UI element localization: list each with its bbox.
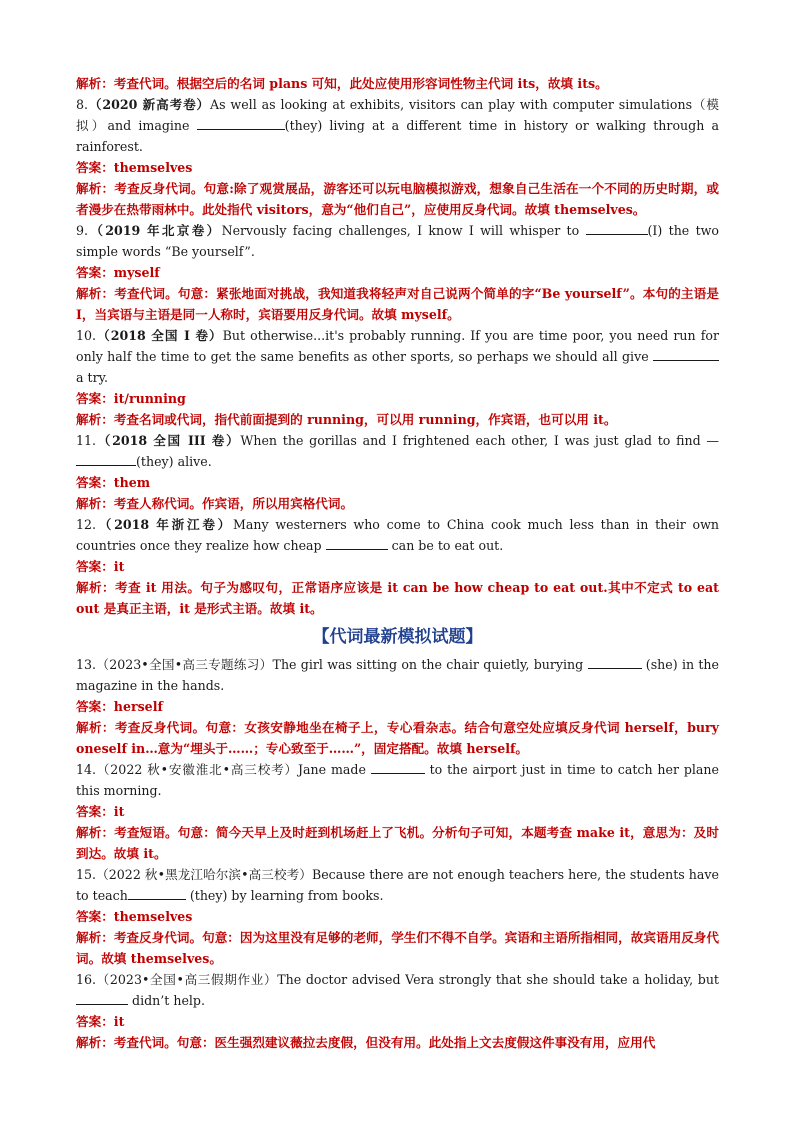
explanation-14: 解析：考查短语。句意：简今天早上及时赶到机场赶上了飞机。分析句子可知，本题考查 make it，意思为：及时到达。故填 it。 <box>76 825 719 861</box>
question-text-before: Because there are not enough teachers here, the students have to teach <box>76 867 719 903</box>
explanation-9: 解析：考查代词。句意：紧张地面对挑战，我知道我将轻声对自己说两个简单的字“Be yourself”。本句的主语是 I，当宾语与主语是同一人称时，宾语要用反身代词。故填 myself。 <box>76 286 719 322</box>
answer-value: themselves <box>113 160 193 175</box>
section-title: 【代词最新模拟试题】 <box>312 627 483 647</box>
question-number: 15. <box>76 867 97 882</box>
answer-value: themselves <box>113 909 193 924</box>
question-text-after: to the airport just in time to catch her plane this morning. <box>76 762 720 798</box>
explanation-16: 解析：考查代词。句意：医生强烈建议薇拉去度假，但没有用。此处指上文去度假这件事没有用，应用代 <box>76 1035 656 1050</box>
answer-blank[interactable] <box>128 887 186 900</box>
question-text-before: The doctor advised Vera strongly that she should take a holiday, but <box>277 972 719 987</box>
question-16 <box>76 969 719 1011</box>
question-text-after: a try. <box>76 370 109 385</box>
question-8 <box>76 94 719 157</box>
answer-10 <box>76 388 719 409</box>
answer-label: 答案： <box>76 1014 114 1029</box>
question-number: 10. <box>76 328 97 343</box>
explanation-8: 解析：考查反身代词。句意:除了观赏展品，游客还可以玩电脑模拟游戏，想象自己生活在一个不同的历史时期，或者漫步在热带雨林中。此处指代 visitors，意为“他们自己”，应使用反身代词。故填 themselves。 <box>76 181 719 217</box>
explanation-7: 解析：考查代词。根据空后的名词 plans 可知，此处应使用形容词性物主代词 its，故填 its。 <box>76 76 608 91</box>
document-page <box>76 73 719 1053</box>
question-source: （2020 新高考卷） <box>88 97 210 112</box>
answer-blank[interactable] <box>588 656 642 669</box>
answer-blank[interactable] <box>371 761 425 774</box>
explanation-13: 解析：考查反身代词。句意：女孩安静地坐在椅子上，专心看杂志。结合句意空处应填反身代词 herself，bury oneself in…意为“埋头于……；专心致至于……”，固定搭配。故填 herself。 <box>76 720 719 756</box>
answer-14 <box>76 801 719 822</box>
question-number: 16. <box>76 972 97 987</box>
answer-value: it <box>113 1014 125 1029</box>
question-source: （2018 年浙江卷） <box>96 517 234 532</box>
answer-blank[interactable] <box>76 992 128 1005</box>
answer-value: it <box>113 804 125 819</box>
question-text-before: Many westerners who come to China cook much less than in their own countries once they realize how cheap <box>76 517 720 553</box>
answer-value: myself <box>113 265 160 280</box>
answer-label: 答案： <box>76 559 114 574</box>
answer-blank[interactable] <box>653 348 719 361</box>
question-text-after: (she) in the magazine in the hands. <box>76 657 719 693</box>
question-text-before: But otherwise...it's probably running. If you are time poor, you need run for only half the time to get the same benefits as other sports, so perhaps we should all give <box>76 328 719 364</box>
answer-label: 答案： <box>76 699 114 714</box>
question-text-after: (I) the two simple words “Be yourself”. <box>76 223 720 259</box>
answer-label: 答案： <box>76 265 114 280</box>
question-text-before: As well as looking at exhibits, visitors can play with computer simulations（模拟）and imagine <box>76 97 719 133</box>
answer-blank[interactable] <box>197 117 285 130</box>
question-source: （2023•全国•高三专题练习） <box>96 657 273 672</box>
question-source: （2018 全国 III 卷） <box>96 433 241 448</box>
question-text-before: When the gorillas and I frightened each other, I was just glad to find — <box>240 433 719 448</box>
question-text-before: Jane made <box>297 762 371 777</box>
answer-label: 答案： <box>76 160 114 175</box>
answer-13 <box>76 696 719 717</box>
question-number: 11. <box>76 433 97 448</box>
answer-label: 答案： <box>76 804 114 819</box>
question-source: （2018 全国 I 卷） <box>96 328 223 343</box>
question-10 <box>76 325 719 388</box>
question-14 <box>76 759 719 801</box>
question-number: 12. <box>76 517 97 532</box>
answer-blank[interactable] <box>326 537 388 550</box>
answer-15 <box>76 906 719 927</box>
question-15 <box>76 864 719 906</box>
answer-12 <box>76 556 719 577</box>
question-text-after: can be to eat out. <box>387 538 504 553</box>
explanation-11: 解析：考查人称代词。作宾语，所以用宾格代词。 <box>76 496 354 511</box>
question-source: （2022 秋•安徽淮北•高三校考） <box>96 762 298 777</box>
question-text-after: (they) alive. <box>136 454 212 469</box>
answer-label: 答案： <box>76 475 114 490</box>
question-13 <box>76 654 719 696</box>
question-source: （2023•全国•高三假期作业） <box>96 972 278 987</box>
question-number: 13. <box>76 657 97 672</box>
question-source: （2019 年北京卷） <box>88 223 222 238</box>
question-number: 14. <box>76 762 97 777</box>
question-text-before: Nervously facing challenges, I know I will whisper to <box>221 223 586 238</box>
answer-value: it/running <box>113 391 186 406</box>
question-text-before: The girl was sitting on the chair quietly, burying <box>272 657 588 672</box>
question-source: （2022 秋•黑龙江哈尔滨•高三校考） <box>96 867 312 882</box>
answer-16 <box>76 1011 719 1032</box>
explanation-15: 解析：考查反身代词。句意：因为这里没有足够的老师，学生们不得不自学。宾语和主语所指相同，故宾语用反身代词。故填 themselves。 <box>76 930 719 966</box>
answer-11 <box>76 472 719 493</box>
answer-label: 答案： <box>76 909 114 924</box>
question-number: 9. <box>76 223 89 238</box>
answer-8 <box>76 157 719 178</box>
question-text-after: (they) living at a different time in history or walking through a rainforest. <box>76 118 719 154</box>
explanation-12: 解析：考查 it 用法。句子为感叹句，正常语序应该是 it can be how cheap to eat out.其中不定式 to eat out 是真正主语，it 是形式主语。故填 it。 <box>76 580 719 616</box>
explanation-10: 解析：考查名词或代词，指代前面提到的 running，可以用 running，作宾语，也可以用 it。 <box>76 412 617 427</box>
question-12 <box>76 514 719 556</box>
question-number: 8. <box>76 97 89 112</box>
answer-blank[interactable] <box>76 453 136 466</box>
answer-value: them <box>113 475 151 490</box>
question-text-after: didn’t help. <box>128 993 205 1008</box>
answer-value: herself <box>113 699 163 714</box>
question-text-after: (they) by learning from books. <box>185 888 384 903</box>
answer-9 <box>76 262 719 283</box>
question-9 <box>76 220 719 262</box>
question-11 <box>76 430 719 472</box>
answer-value: it <box>113 559 125 574</box>
answer-blank[interactable] <box>586 222 648 235</box>
answer-label: 答案： <box>76 391 114 406</box>
